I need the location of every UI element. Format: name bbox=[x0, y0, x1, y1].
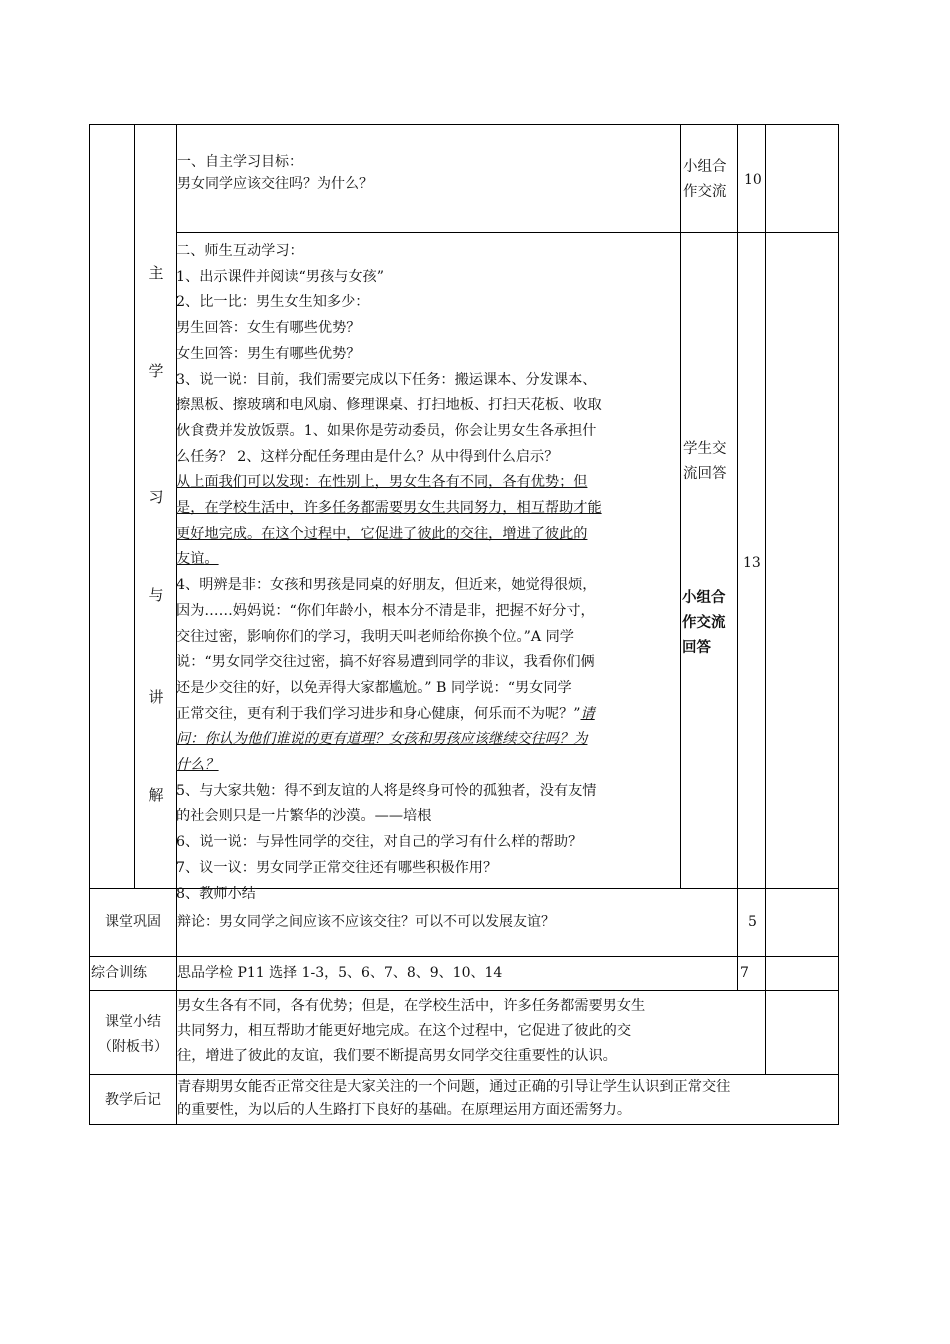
table-border-right bbox=[838, 124, 839, 1124]
reflection-content bbox=[177, 1076, 730, 1122]
interaction-line bbox=[176, 547, 681, 573]
interaction-line-tail: 请 bbox=[580, 705, 595, 722]
summary-line: 共同努力，相互帮助才能更好地完成。在这个过程中，它促进了彼此的交 bbox=[177, 1023, 632, 1039]
goal-minutes: 10 bbox=[744, 172, 762, 188]
reflection-line: 青春期男女能否正常交往是大家关注的一个问题，通过正确的引导让学生认识到正常交往 bbox=[177, 1079, 731, 1095]
table-border-left bbox=[89, 124, 90, 1124]
goal-question: 男女同学应该交往吗？为什么？ bbox=[177, 176, 373, 192]
interaction-line bbox=[176, 393, 681, 419]
interaction-line bbox=[176, 496, 681, 522]
interaction-content bbox=[176, 239, 681, 907]
interaction-line-text: 还是少交往的好，以免弄得大家都尴尬。” B 同学说：“男女同学 bbox=[176, 679, 572, 696]
method-line: 作交流 bbox=[683, 184, 727, 200]
interaction-method-b bbox=[682, 586, 726, 661]
interaction-line-text: 女生回答：男生有哪些优势？ bbox=[176, 345, 361, 362]
summary-label-line: （附板书） bbox=[98, 1039, 168, 1055]
interaction-line-text: 交往过密，影响你们的学习，我明天叫老师给你换个位。”A 同学 bbox=[176, 628, 574, 645]
interaction-line bbox=[176, 419, 681, 445]
goal-heading: 一、自主学习目标： bbox=[177, 154, 303, 170]
interaction-line bbox=[176, 830, 681, 856]
interaction-line bbox=[176, 239, 681, 265]
summary-line: 往，增进了彼此的友谊，我们要不断提高男女同学交往重要性的认识。 bbox=[177, 1048, 617, 1064]
section-label-char: 习 bbox=[148, 488, 164, 506]
method-line: 回答 bbox=[682, 640, 711, 656]
col-divider bbox=[134, 124, 135, 888]
interaction-line-text: 问：你认为他们谁说的更有道理？女孩和男孩应该继续交往吗？为 bbox=[176, 731, 588, 748]
method-line: 学生交 bbox=[683, 441, 727, 457]
interaction-line-text: 正常交往，更有利于我们学习进步和身心健康，何乐而不为呢？” bbox=[176, 705, 581, 722]
training-content: 思品学检 P11 选择 1-3，5、6、7、8、9、10、14 bbox=[177, 965, 503, 981]
interaction-line-text: 是，在学校生活中，许多任务都需要男女生共同努力，相互帮助才能 bbox=[176, 500, 602, 517]
interaction-line-text: 7、议一议：男女同学正常交往还有哪些积极作用？ bbox=[176, 859, 498, 876]
interaction-line bbox=[176, 650, 681, 676]
row-divider bbox=[89, 990, 839, 991]
reflection-line: 的重要性，为以后的人生路打下良好的基础。在原理运用方面还需努力。 bbox=[177, 1102, 632, 1118]
method-line: 流回答 bbox=[683, 466, 727, 482]
interaction-line-text: 从上面我们可以发现：在性别上，男女生各有不同，各有优势；但 bbox=[176, 474, 588, 491]
summary-label bbox=[90, 1010, 176, 1060]
goal-method bbox=[683, 155, 727, 205]
interaction-line-text: 什么？ bbox=[176, 757, 219, 774]
interaction-line bbox=[176, 856, 681, 882]
interaction-minutes: 13 bbox=[743, 555, 761, 571]
interaction-line-text: 说：“男女同学交往过密，搞不好容易遭到同学的非议，我看你们俩 bbox=[176, 654, 595, 671]
training-minutes: 7 bbox=[740, 965, 749, 981]
summary-line: 男女生各有不同，各有优势；但是，在学校生活中，许多任务都需要男女生 bbox=[177, 998, 646, 1014]
interaction-line-text: 男生回答：女生有哪些优势？ bbox=[176, 320, 361, 337]
reflection-label: 教学后记 bbox=[105, 1092, 161, 1108]
interaction-line-text: 1、出示课件并阅读“男孩与女孩” bbox=[176, 268, 384, 285]
interaction-line-text: 3、说一说：目前，我们需要完成以下任务：搬运课本、分发课本、 bbox=[176, 371, 597, 388]
consolidate-minutes: 5 bbox=[748, 914, 757, 930]
interaction-line bbox=[176, 316, 681, 342]
interaction-line-text: 更好地完成。在这个过程中，它促进了彼此的交往，增进了彼此的 bbox=[176, 525, 588, 542]
interaction-line bbox=[176, 368, 681, 394]
interaction-line-text: 伙食费并发放饭票。1、如果你是劳动委员，你会让男女生各承担什 bbox=[176, 422, 597, 439]
table-border-bottom bbox=[89, 1124, 839, 1125]
interaction-line bbox=[176, 470, 681, 496]
interaction-line bbox=[176, 445, 681, 471]
interaction-line-text: 的社会则只是一片繁华的沙漠。——培根 bbox=[176, 808, 432, 825]
interaction-line bbox=[176, 804, 681, 830]
interaction-line bbox=[176, 599, 681, 625]
consolidate-label: 课堂巩固 bbox=[105, 914, 161, 930]
summary-content bbox=[177, 994, 645, 1069]
interaction-line bbox=[176, 290, 681, 316]
table-border-top bbox=[89, 124, 839, 125]
section-label-char: 讲 bbox=[148, 688, 164, 706]
interaction-line bbox=[176, 676, 681, 702]
training-label: 综合训练 bbox=[91, 965, 147, 981]
interaction-line-text: 2、比一比：男生女生知多少： bbox=[176, 294, 370, 311]
method-line: 小组合 bbox=[682, 590, 726, 606]
consolidate-content: 辩论：男女同学之间应该不应该交往？可以不可以发展友谊？ bbox=[177, 914, 555, 930]
method-line: 作交流 bbox=[682, 615, 726, 631]
section-label-char: 解 bbox=[148, 786, 164, 804]
section-label-char: 与 bbox=[148, 586, 164, 604]
row-divider bbox=[89, 1074, 839, 1075]
interaction-line-text: 4、明辨是非：女孩和男孩是同桌的好朋友，但近来，她觉得很烦， bbox=[176, 577, 597, 594]
interaction-line-text: 8、教师小结 bbox=[176, 885, 256, 902]
interaction-line-text: 友谊。 bbox=[176, 551, 219, 568]
interaction-line-text: 么任务？ 2、这样分配任务理由是什么？从中得到什么启示？ bbox=[176, 448, 559, 465]
interaction-line-text: 擦黑板、擦玻璃和电风扇、修理课桌、打扫地板、打扫天花板、收取 bbox=[176, 397, 602, 414]
interaction-line-text: 二、师生互动学习： bbox=[176, 243, 304, 259]
interaction-method-a bbox=[683, 437, 727, 487]
interaction-line bbox=[176, 702, 681, 728]
interaction-line bbox=[176, 625, 681, 651]
method-line: 小组合 bbox=[683, 159, 727, 175]
interaction-line bbox=[176, 727, 681, 753]
interaction-line bbox=[176, 265, 681, 291]
interaction-line bbox=[176, 882, 681, 908]
col-divider bbox=[737, 124, 738, 990]
interaction-line bbox=[176, 779, 681, 805]
interaction-line-text: 6、说一说：与异性同学的交往，对自己的学习有什么样的帮助？ bbox=[176, 834, 583, 851]
section-label-char: 学 bbox=[148, 362, 164, 380]
interaction-line bbox=[176, 753, 681, 779]
col-divider bbox=[765, 124, 766, 1074]
summary-label-line: 课堂小结 bbox=[105, 1014, 161, 1030]
row-divider bbox=[176, 232, 839, 233]
section-label-char: 主 bbox=[148, 264, 164, 282]
interaction-line-text: 5、与大家共勉：得不到友谊的人将是终身可怜的孤独者，没有友情 bbox=[176, 782, 597, 799]
interaction-line-text: 因为……妈妈说：“你们年龄小，根本分不清是非，把握不好分寸， bbox=[176, 602, 595, 619]
row-divider bbox=[89, 956, 839, 957]
interaction-line bbox=[176, 573, 681, 599]
interaction-line bbox=[176, 342, 681, 368]
interaction-line bbox=[176, 522, 681, 548]
